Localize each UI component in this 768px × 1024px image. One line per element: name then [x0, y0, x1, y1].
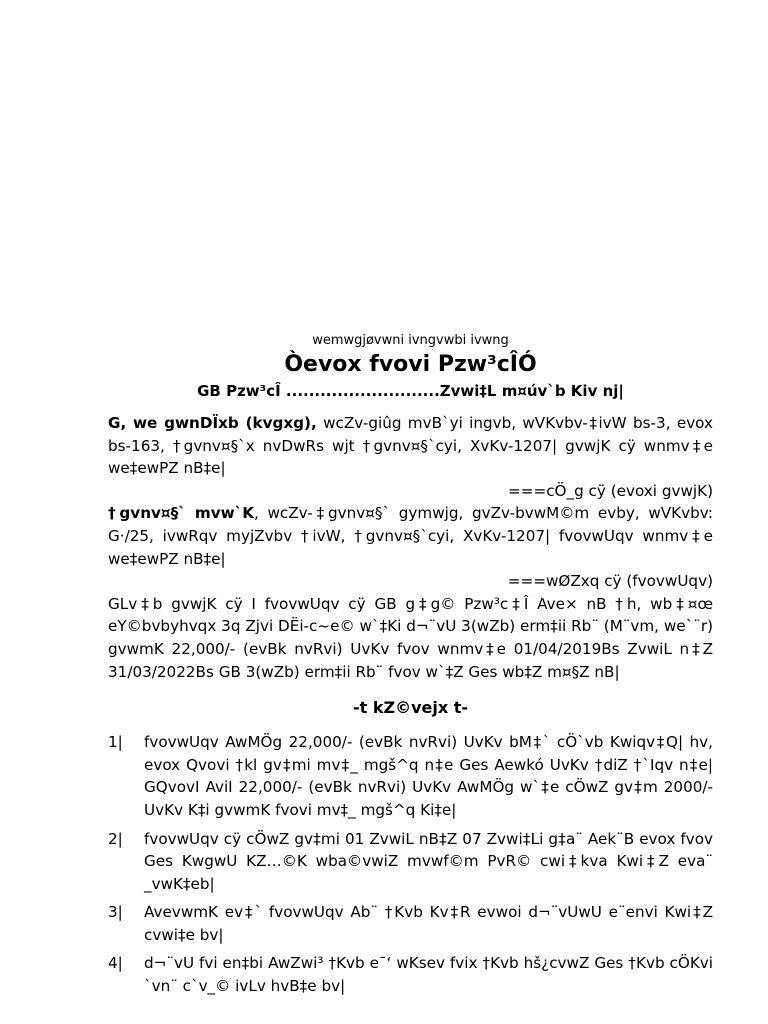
document-subtitle: GB Pzw³cÎ ...........................Zvwi‡L m¤úv`b Kiv nj| — [197, 382, 624, 400]
clause-text: AvevwmK ev‡` fvovwUqv Ab¨ †Kvb Kv‡R evwoi d¬¨vUwU e¨envi Kwi‡Z cvwi‡e bv| — [144, 903, 713, 944]
conditions-title: -t kZ©vejx t- — [352, 698, 469, 718]
party-one-paragraph — [108, 412, 713, 480]
party-one-text: wcZv-giûg mvB`yi ingvb, wVKvbv-‡ivW bs-3, evox bs-163, †gvnv¤§`x nvDwRs wjt †gvnv¤§`cyi, XvKv-1207| gvwjK cÿ wnmv‡e we‡ewPZ nB‡e| — [108, 414, 713, 478]
document-header-small: wemwgjøvwni ivngvwbi ivwng — [312, 333, 509, 348]
party-two-paragraph — [108, 502, 713, 570]
clause-text: fvovwUqv AwMÖg 22,000/- (evBk nvRvi) UvKv bM‡` cÖ`vb Kwiqv‡Q| hv, evox Qvovi †kl gv‡mi mv‡_ mgš^q n‡e Ges Aewkó UvKv †diZ †`Iqv n‡e| GQvovI AviI 22,000/- (evBk nvRvi) UvKv AwMÖg w`‡e cÖwZ gv‡m 2000/- UvKv K‡i gvwmK fvovi mv‡_ mgš^q Ki‡e| — [144, 733, 713, 819]
clause-item — [108, 828, 713, 896]
clause-item — [108, 952, 713, 997]
party-two-label: ===wØZxq cÿ (fvovwUqv) — [507, 572, 713, 591]
party-one-label: ===cÖ_g cÿ (evoxi gvwjK) — [508, 481, 713, 500]
clause-number: 4| — [108, 954, 123, 973]
clause-number: 2| — [108, 829, 123, 848]
clause-text: fvovwUqv cÿ cÖwZ gv‡mi 01 ZvwiL nB‡Z 07 Zvwi‡Li g‡a¨ Aek¨B evox fvov Ges KwgwU KZ…©K wba©vwiZ mvwf©m PvR© cwi‡kva Kwi‡Z eva¨ _vwK‡eb| — [144, 829, 713, 893]
intro-paragraph: GLv‡b gvwjK cÿ I fvovwUqv cÿ GB g‡g© Pzw³c‡Î Ave× nB †h, wb‡¤œ eY©bvbyhvqx 3q Zjvi DËi-c~e© w`‡Ki d¬¨vU 3(wZb) erm‡ii Rb¨ (M¨vm, we`¨r) gvwmK 22,000/- (evBk nvRvi) UvKv fvov wnmv‡e 01/04/2019Bs ZvwiL n‡Z 31/03/2022Bs GB 3(wZb) erm‡ii Rb¨ fvov w`‡Z Ges wb‡Z m¤§Z nB| — [108, 594, 713, 681]
party-two-text: , wcZv-‡gvnv¤§` gymwjg, gvZv-bvwM©m evby, wVKvbv: G·/25, ivwRqv myjZvbv †ivW, †gvnv¤§`cyi, XvKv-1207| fvovwUqv wnmv‡e we‡ewPZ nB‡e| — [108, 504, 713, 568]
clause-number: 1| — [108, 733, 123, 752]
clause-item — [108, 731, 713, 821]
document-title: Òevox fvovi Pzw³cÎÓ — [284, 352, 537, 377]
clauses-list — [108, 731, 713, 998]
party-one-name: G, we gwnDÏxb (kvgxg), — [108, 414, 317, 432]
clause-number: 3| — [108, 903, 123, 922]
party-two-name: †gvnv¤§` mvw`K — [108, 504, 255, 523]
clause-item — [108, 901, 713, 946]
document-content — [108, 331, 713, 1004]
clause-text: d¬¨vU fvi en‡bi AwZwi³ †Kvb e¯‘ wKsev fvix †Kvb hš¿cvwZ Ges †Kvb cÖKvi `vn¨ c`v_© ivLv hvB‡e bv| — [144, 954, 713, 996]
